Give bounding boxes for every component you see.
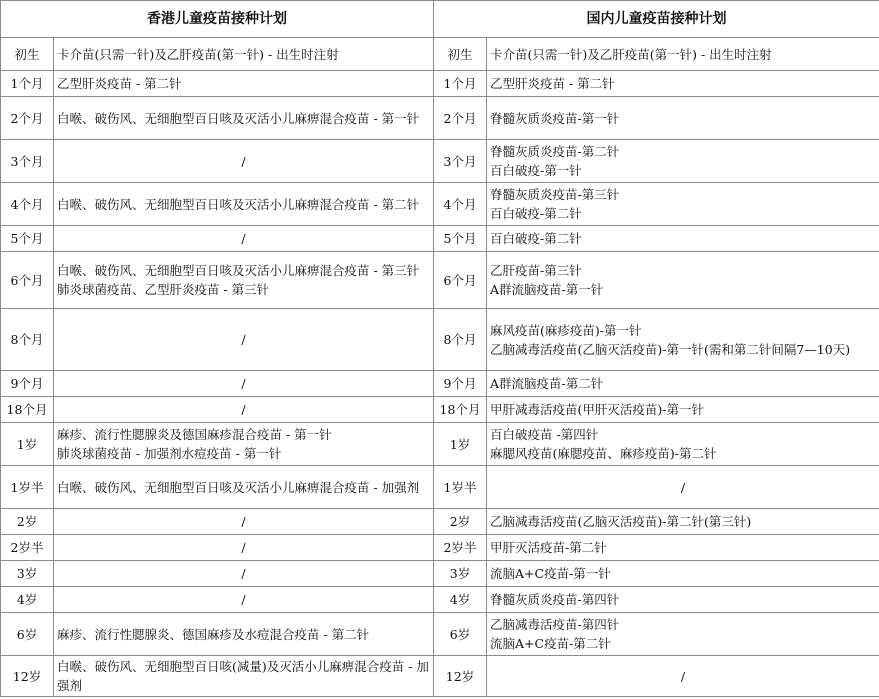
hk-vaccine-line: / — [241, 332, 246, 347]
cn-vaccine-cell — [487, 535, 879, 561]
hk-age-cell: 1岁 — [1, 423, 54, 466]
hk-vaccine-line: / — [241, 514, 246, 529]
cn-vaccine-cell — [487, 226, 879, 252]
cn-vaccine-line: 麻风疫苗(麻疹疫苗)-第一针 — [490, 322, 642, 338]
hk-vaccine-line: / — [241, 566, 246, 581]
table-row — [1, 423, 879, 466]
table-row — [1, 183, 879, 226]
hk-age-cell: 2岁半 — [1, 535, 54, 561]
cn-vaccine-line: / — [680, 479, 686, 495]
hk-vaccine-cell — [54, 613, 434, 656]
cn-vaccine-cell — [487, 466, 879, 509]
hk-vaccine-line: 白喉、破伤风、无细胞型百日咳及灭活小儿麻痹混合疫苗 - 第一针 — [57, 110, 420, 126]
hk-vaccine-cell — [54, 38, 434, 71]
hk-age-cell: 9个月 — [1, 371, 54, 397]
cn-vaccine-cell — [487, 587, 879, 613]
cn-vaccine-cell — [487, 252, 879, 309]
cn-vaccine-cell — [487, 71, 879, 97]
hk-age-cell: 6个月 — [1, 252, 54, 309]
cn-vaccine-cell — [487, 656, 879, 697]
hk-age-cell: 2岁 — [1, 509, 54, 535]
hk-vaccine-line: 白喉、破伤风、无细胞型百日咳及灭活小儿麻痹混合疫苗 - 加强剂 — [57, 479, 420, 495]
hk-vaccine-line: / — [241, 402, 246, 417]
table-row — [1, 535, 879, 561]
cn-vaccine-line: 乙肝疫苗-第三针 — [490, 263, 582, 278]
hk-vaccine-line: 卡介苗(只需一针)及乙肝疫苗(第一针) - 出生时注射 — [57, 46, 339, 62]
cn-age-cell: 12岁 — [434, 656, 487, 697]
cn-vaccine-line: 麻腮风疫苗(麻腮疫苗、麻疹疫苗)-第二针 — [490, 446, 717, 461]
hk-age-cell: 3个月 — [1, 140, 54, 183]
table-row — [1, 371, 879, 397]
table-row — [1, 309, 879, 371]
hk-vaccine-line: 白喉、破伤风、无细胞型百日咳及灭活小儿麻痹混合疫苗 - 第二针 — [57, 196, 420, 212]
hk-schedule-header: 香港儿童疫苗接种计划 — [1, 1, 434, 38]
hk-vaccine-cell — [54, 97, 434, 140]
cn-age-cell: 3个月 — [434, 140, 487, 183]
cn-vaccine-line: 脊髓灰质炎疫苗-第三针 — [490, 187, 620, 202]
hk-vaccine-cell — [54, 397, 434, 423]
cn-vaccine-line: 脊髓灰质炎疫苗-第二针 — [490, 144, 620, 159]
hk-vaccine-cell — [54, 71, 434, 97]
hk-vaccine-cell — [54, 309, 434, 371]
cn-vaccine-line: 乙脑减毒活疫苗(乙脑灭活疫苗)-第一针(需和第二针间隔7—10天) — [490, 341, 851, 357]
cn-vaccine-cell — [487, 423, 879, 466]
cn-age-cell: 4个月 — [434, 183, 487, 226]
cn-vaccine-line: 百白破疫-第一针 — [490, 163, 582, 178]
hk-vaccine-line: 肺炎球菌疫苗 - 加强剂水痘疫苗 - 第一针 — [57, 446, 282, 461]
table-row — [1, 226, 879, 252]
cn-vaccine-cell — [487, 309, 879, 371]
table-row — [1, 140, 879, 183]
hk-vaccine-cell — [54, 466, 434, 509]
hk-vaccine-cell — [54, 252, 434, 309]
cn-vaccine-line: 脊髓灰质炎疫苗-第一针 — [490, 110, 620, 126]
table-row — [1, 397, 879, 423]
cn-vaccine-cell — [487, 371, 879, 397]
hk-age-cell: 12岁 — [1, 656, 54, 697]
cn-age-cell: 9个月 — [434, 371, 487, 397]
hk-age-cell: 6岁 — [1, 613, 54, 656]
cn-vaccine-line: 乙脑减毒活疫苗-第四针 — [490, 617, 620, 632]
cn-age-cell: 6个月 — [434, 252, 487, 309]
hk-vaccine-line: / — [241, 153, 246, 169]
hk-vaccine-line: 麻疹、流行性腮腺炎、德国麻疹及水痘混合疫苗 - 第二针 — [57, 626, 370, 642]
hk-vaccine-cell — [54, 587, 434, 613]
table-row — [1, 38, 879, 71]
hk-vaccine-line: 乙型肝炎疫苗 - 第二针 — [57, 76, 182, 91]
hk-age-cell: 4岁 — [1, 587, 54, 613]
cn-vaccine-cell — [487, 97, 879, 140]
hk-age-cell: 初生 — [1, 38, 54, 71]
cn-vaccine-line: 乙型肝炎疫苗 - 第二针 — [490, 76, 615, 91]
cn-age-cell: 1个月 — [434, 71, 487, 97]
hk-vaccine-line: 肺炎球菌疫苗、乙型肝炎疫苗 - 第三针 — [57, 282, 270, 297]
cn-age-cell: 2岁半 — [434, 535, 487, 561]
cn-vaccine-line: A群流脑疫苗-第一针 — [490, 282, 604, 297]
hk-vaccine-line: / — [241, 231, 246, 246]
table-row — [1, 97, 879, 140]
cn-vaccine-cell — [487, 140, 879, 183]
hk-vaccine-line: 麻疹、流行性腮腺炎及德国麻疹混合疫苗 - 第一针 — [57, 427, 332, 442]
cn-age-cell: 1岁半 — [434, 466, 487, 509]
cn-vaccine-line: 百白破疫-第二针 — [490, 231, 582, 246]
hk-vaccine-cell — [54, 183, 434, 226]
cn-age-cell: 3岁 — [434, 561, 487, 587]
cn-vaccine-cell — [487, 183, 879, 226]
table-row — [1, 613, 879, 656]
cn-vaccine-cell — [487, 561, 879, 587]
hk-age-cell: 4个月 — [1, 183, 54, 226]
cn-age-cell: 18个月 — [434, 397, 487, 423]
hk-vaccine-cell — [54, 423, 434, 466]
cn-vaccine-cell — [487, 509, 879, 535]
hk-vaccine-line: / — [241, 592, 246, 607]
mainland-schedule-header: 国内儿童疫苗接种计划 — [434, 1, 879, 38]
cn-vaccine-cell — [487, 397, 879, 423]
cn-age-cell: 4岁 — [434, 587, 487, 613]
cn-vaccine-line: A群流脑疫苗-第二针 — [490, 376, 604, 391]
hk-vaccine-line: / — [241, 376, 246, 391]
cn-vaccine-line: 卡介苗(只需一针)及乙肝疫苗(第一针) - 出生时注射 — [490, 46, 772, 62]
cn-vaccine-line: 甲肝减毒活疫苗(甲肝灭活疫苗)-第一针 — [490, 402, 704, 417]
hk-vaccine-cell — [54, 226, 434, 252]
cn-vaccine-cell — [487, 38, 879, 71]
cn-vaccine-line: 流脑A+C疫苗-第一针 — [490, 566, 611, 581]
table-row — [1, 656, 879, 697]
hk-vaccine-cell — [54, 561, 434, 587]
hk-vaccine-line: 白喉、破伤风、无细胞型百日咳(减量)及灭活小儿麻痹混合疫苗 - 加强剂 — [57, 659, 429, 693]
cn-age-cell: 初生 — [434, 38, 487, 71]
hk-vaccine-cell — [54, 656, 434, 697]
cn-age-cell: 6岁 — [434, 613, 487, 656]
hk-vaccine-line: 白喉、破伤风、无细胞型百日咳及灭活小儿麻痹混合疫苗 - 第三针 — [57, 263, 420, 278]
cn-vaccine-line: 流脑A+C疫苗-第二针 — [490, 636, 611, 651]
hk-age-cell: 18个月 — [1, 397, 54, 423]
cn-age-cell: 2岁 — [434, 509, 487, 535]
hk-age-cell: 5个月 — [1, 226, 54, 252]
cn-vaccine-line: 乙脑减毒活疫苗(乙脑灭活疫苗)-第二针(第三针) — [490, 514, 752, 529]
hk-age-cell: 2个月 — [1, 97, 54, 140]
table-row — [1, 561, 879, 587]
table-row — [1, 252, 879, 309]
table-row — [1, 509, 879, 535]
cn-vaccine-line: / — [680, 668, 686, 684]
table-header-row — [1, 1, 879, 38]
hk-age-cell: 1岁半 — [1, 466, 54, 509]
hk-vaccine-line: / — [241, 540, 246, 555]
hk-age-cell: 1个月 — [1, 71, 54, 97]
cn-vaccine-cell — [487, 613, 879, 656]
hk-vaccine-cell — [54, 371, 434, 397]
hk-age-cell: 3岁 — [1, 561, 54, 587]
table-row — [1, 587, 879, 613]
cn-age-cell: 2个月 — [434, 97, 487, 140]
hk-vaccine-cell — [54, 535, 434, 561]
table-row — [1, 71, 879, 97]
hk-vaccine-cell — [54, 140, 434, 183]
cn-age-cell: 1岁 — [434, 423, 487, 466]
cn-age-cell: 5个月 — [434, 226, 487, 252]
hk-age-cell: 8个月 — [1, 309, 54, 371]
cn-vaccine-line: 甲肝灭活疫苗-第二针 — [490, 540, 607, 555]
cn-age-cell: 8个月 — [434, 309, 487, 371]
hk-vaccine-cell — [54, 509, 434, 535]
cn-vaccine-line: 百白破疫-第二针 — [490, 206, 582, 221]
cn-vaccine-line: 脊髓灰质炎疫苗-第四针 — [490, 592, 620, 607]
table-row — [1, 466, 879, 509]
cn-vaccine-line: 百白破疫苗 -第四针 — [490, 427, 599, 442]
